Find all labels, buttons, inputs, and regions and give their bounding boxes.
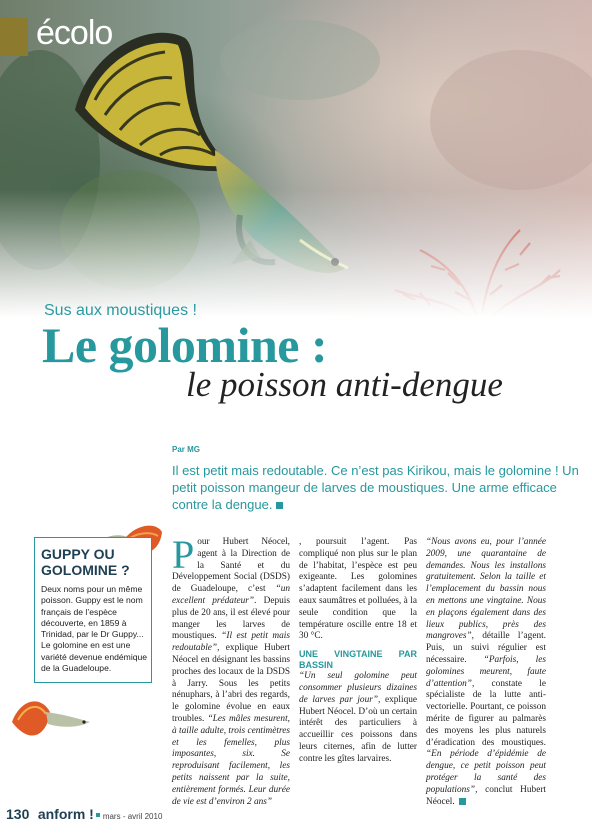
article-text: , poursuit l’agent. Pas compliqué non plus sur le plan de l’habitat, l’espèce est peu exigeante. Les golomines s’adaptent facilement dans les eaux saumâtres et polluées, à la seule condition que la température oscille entre 18 et 30 °C.	[299, 537, 417, 642]
page-title: Le golomine :	[42, 317, 328, 373]
article-text: , constate le spécialiste de la lutte anti-vectorielle. Pourtant, ce poisson mérite de figurer au palmarès des moyens les plus naturels d’éradication des moustiques.	[426, 678, 546, 748]
kicker: Sus aux moustiques !	[44, 302, 197, 319]
article-text: our Hubert Néocel, agent à la Direction de la Santé et du Développement Social (DSDS) de Guadeloupe, c’est	[172, 537, 290, 595]
page-footer	[6, 806, 162, 824]
sidebar-box	[34, 537, 152, 683]
page-subtitle: le poisson anti-dengue	[186, 365, 503, 404]
article-quote: “Nous avons eu, pour l’année 2009, une quarantaine de demandes. Nous les installons gratuitement. Selon la taille et l’emplacement du bassin nous en mettons une vingtaine. Nous en plaçons également dans des lieux publics, près des mangroves”	[426, 537, 546, 642]
sidebar-text: Deux noms pour un même poisson. Guppy est le nom français de l’espèce découverte, en 1859 à Trinidad, par le Dr Guppy... Le golomine en est une variété devenue endémique de la Guadeloupe.	[41, 584, 148, 674]
article-quote: “En période d’épidémie de dengue, ce petit poisson peut protéger la santé des populations”	[426, 749, 546, 795]
article-text: , détaille l’agent. Puis, un suivi régulier est nécessaire.	[426, 631, 546, 665]
article-column-3	[426, 537, 546, 808]
magazine-name: anform !	[37, 806, 94, 822]
separator-square-icon	[96, 813, 100, 817]
byline: Par MG	[172, 445, 201, 454]
section-tab	[0, 18, 28, 56]
article-column-2	[299, 537, 417, 766]
end-mark-icon	[276, 502, 283, 509]
article-quote: “Parfois, les golomines meurent, faute d’attention”	[426, 654, 546, 689]
sidebar-title: GUPPY OU GOLOMINE ?	[41, 546, 130, 578]
lead-paragraph	[172, 462, 582, 513]
article-quote: “Les mâles mesurent, à taille adulte, trois centimètres et les femelles, plus imposantes, six. Se reproduisant facilement, les petits naissent par la suite, entièrement formés. Leur durée de vie est d’environ 2 ans”	[172, 713, 290, 807]
article-column-1	[172, 532, 290, 808]
page-number: 130	[6, 806, 30, 822]
article-text: , explique Hubert Néocel en désignant les bassins proches des locaux de la DSDS à Jarry. Sous les petits nénuphars, à l’abri des regards, le golomine évolue en eaux troubles.	[172, 643, 290, 724]
article-quote: “Il est petit mais redoutable”	[172, 631, 290, 654]
article-quote: “un excellent prédateur”	[172, 584, 290, 606]
article-text: , explique Hubert Néocel. D’où un certain intérêt des particuliers à accueillir ces poissons dans leurs citernes, afin de lutter contre les gîtes larvaires.	[299, 694, 417, 764]
article-text: . Depuis plus de 20 ans, il est élevé pour manger les larves de moustiques.	[172, 595, 290, 642]
issue-date: mars - avril 2010	[102, 812, 163, 821]
guppy-illustration-bottom	[10, 692, 92, 750]
article-quote: “Un seul golomine peut consommer plusieurs dizaines de larves par jour”	[299, 671, 417, 705]
end-mark-icon	[459, 798, 466, 805]
lead-text: Il est petit mais redoutable. Ce n’est pas Kirikou, mais le golomine ! Un petit poisson mangeur de larves de moustiques. Une arme efficace contre la dengue.	[172, 463, 579, 512]
article-text: , conclut Hubert Néocel.	[426, 784, 546, 807]
section-label: écolo	[36, 14, 113, 52]
drop-cap: P	[172, 532, 195, 577]
intertitle: UNE VINGTAINE PAR BASSIN	[299, 649, 417, 670]
